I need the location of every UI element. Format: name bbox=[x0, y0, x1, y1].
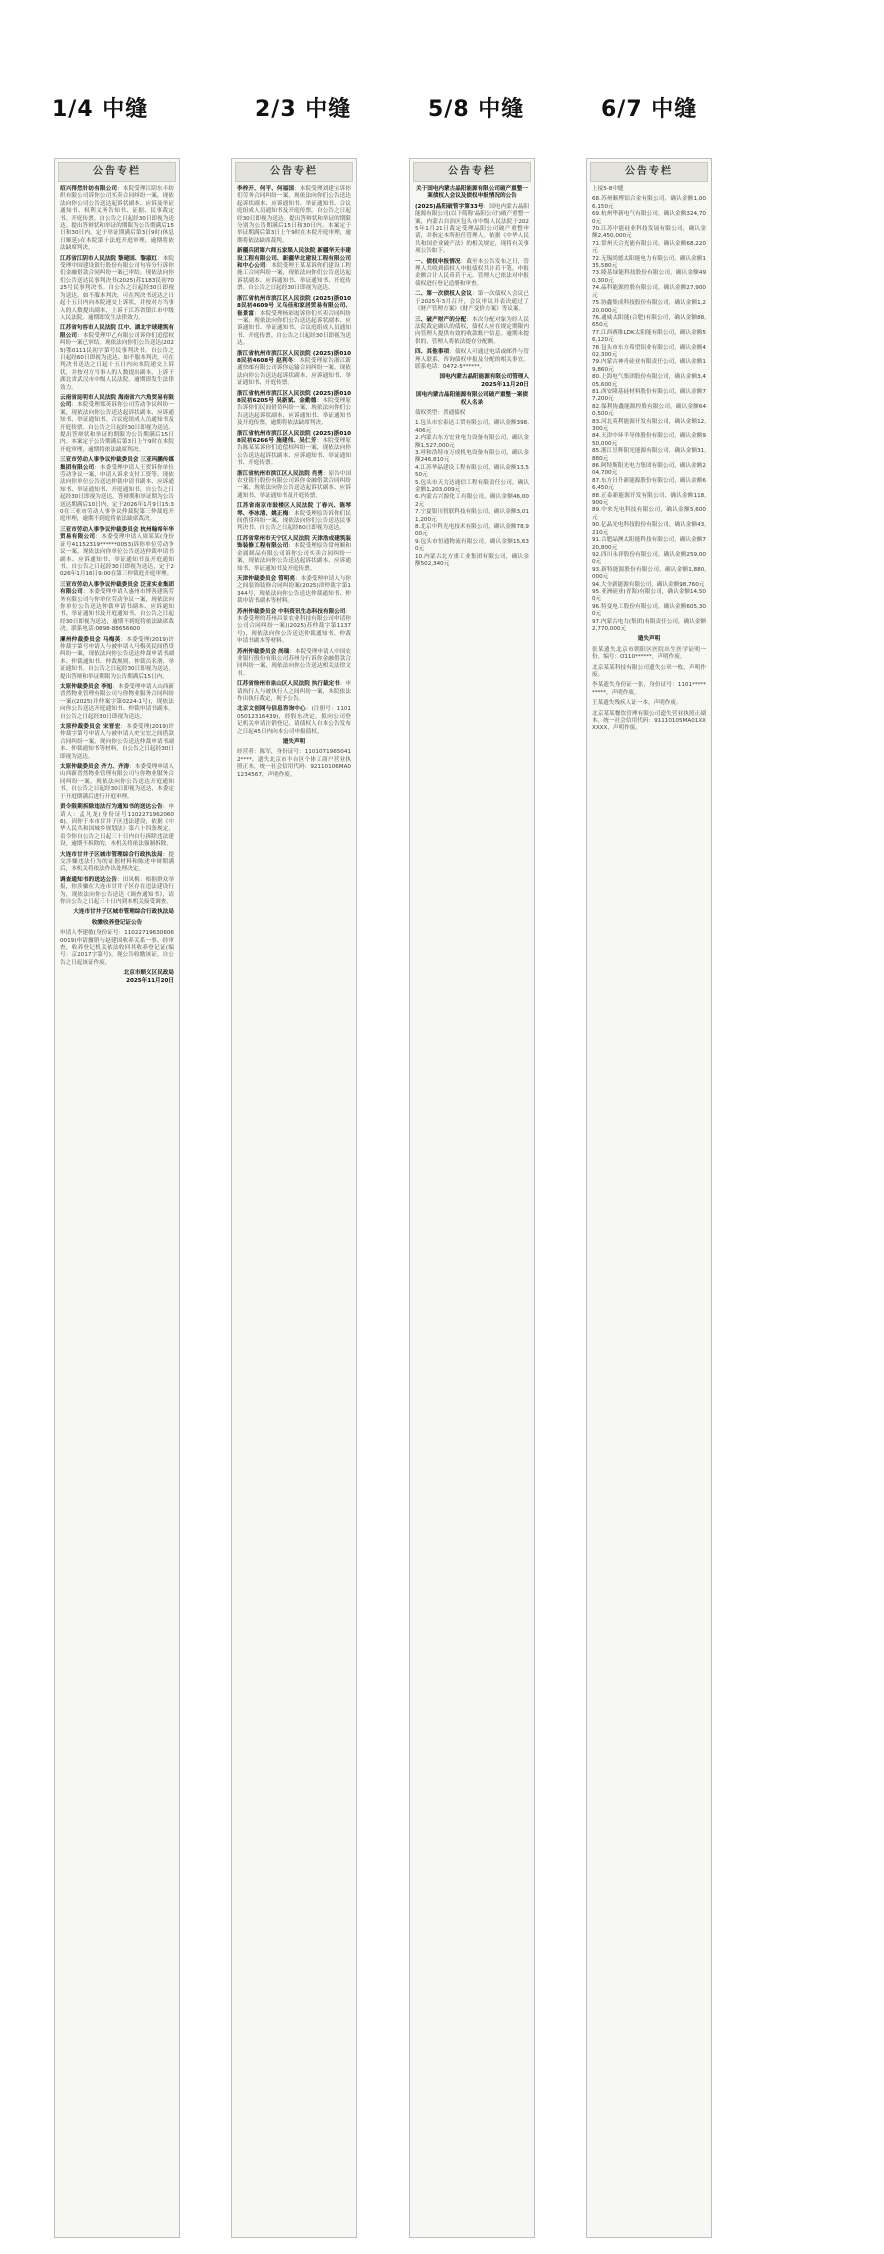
notice-item bbox=[60, 527, 174, 579]
notice-text: ：本院受理中国建设银行股份有限公司句容分行诉你们金融借款合同纠纷一案已审结。现依法向你们公告送达民事判决书(2025)苏1183民初7025号民事判决书。自公告之日起经30日即视为送达。如不服本判决，可在判决书送达之日起十五日内向本院递交上诉状，并按对方当事人的人数提出副本，上诉于江苏省镇江市中级人民法院。逾期即发生法律效力。 bbox=[60, 255, 174, 321]
notice-item bbox=[60, 395, 174, 454]
list-item: 69.杭州华新电气有限公司，确认金额324,700元 bbox=[592, 211, 706, 225]
notice-text: ：本院受理江阴东丰纺织有限公司诉你公司买卖合同纠纷一案，现依法向你公司公告送达起诉状副本、应诉及举证通知书、权利义务告知书、证据、民事裁定书、开庭传票。自公告之日起经30日即视为送达。提出答辩状和举证的期限为公告期满后15日和30日内。定于举证期满后第3日9时(休息日顺延)在本院第十法庭开庭审理，逾期将依法缺席判决。 bbox=[60, 186, 174, 252]
notice-heading: 新疆兵团第六师五家渠人民法院 新疆华天丰建设工程有限公司、新疆华北建设工程有限公司和中心公司 bbox=[237, 248, 351, 270]
list-item: 89.中来光电科技有限公司，确认金额5,600元 bbox=[592, 507, 706, 521]
notice-heading: 浙江省杭州市滨江区人民法院 (2025)浙0108民初6266号 施建伟、吴仁芳 bbox=[237, 430, 351, 444]
notice-item bbox=[237, 536, 351, 573]
notice-item bbox=[60, 186, 174, 253]
notice-text: ：债权人可通过电话或邮件与管理人联系，咨询债权申报及分配的相关事宜。联系电话：0472-5******。 bbox=[415, 349, 529, 370]
notice-item bbox=[237, 248, 351, 292]
notice-text: ：国电内蒙古晶阳能源有限公司(以下简称'晶阳公司')破产重整一案，内蒙古自治区包头市中级人民法院于2025年1月21日裁定受理晶阳公司破产重整申请，并指定本所担任管理人。依据《中华人民共和国企业破产法》的相关规定，现将有关事项公告如下。 bbox=[415, 203, 529, 255]
list-item: 77.江西赛维LDK太阳能有限公司，确认金额56,120元 bbox=[592, 329, 706, 344]
notice-header: 上接5-8中缝 bbox=[592, 186, 624, 192]
notice-text: ：本院受理原告陈某某诉你们追偿权纠纷一案，现依法向你公告送达起诉状副本、应诉通知书、举证通知书、开庭传票。 bbox=[237, 438, 351, 467]
notice-item bbox=[415, 317, 529, 347]
notice-item bbox=[237, 576, 351, 606]
notice-item bbox=[60, 852, 174, 874]
date: 2025年11月20日 bbox=[481, 381, 529, 388]
list-item: 3.呼和浩特市万成机电设备有限公司，确认金额246,810元 bbox=[415, 450, 529, 464]
notice-item bbox=[237, 706, 351, 736]
list-item: 71.常州天合光能有限公司，确认金额68,220元 bbox=[592, 240, 706, 255]
notice-text: ：提交涉嫌违法行为的证据材料和陈述申辩期满后，本机关将依法作出处理决定。 bbox=[60, 851, 174, 873]
notice-text: 王某遗失残疾人证一本，声明作废。 bbox=[592, 700, 682, 707]
column-heading-1: 1/4 中缝 bbox=[52, 97, 149, 122]
notice-text: ：本委受理(2019)许仲裁字第号申请人与被申请人马梅英民间借贷纠纷一案，现依法向你公告送达仲裁申请书副本、仲裁通知书、仲裁规则、仲裁员名册、举证通知书。自公告之日起经30日即视为送达，提出答辩和举证期限为公告期满后15日内。 bbox=[60, 636, 174, 680]
notice-item bbox=[237, 391, 351, 428]
notice-text: 申请人李建敏(身份证号：110227196306060019)申请撤销与赵建国收养关系一事，经审查，收养登记机关依法收回其收养登记证(编号：京2017字第号)，现公告收缴该证，自公告之日起该证作废。 bbox=[60, 930, 174, 966]
notice-heading: 四、其他事项 bbox=[415, 349, 450, 356]
list-item: 9.包头市恒通物流有限公司，确认金额15,630元 bbox=[415, 538, 529, 553]
notice-heading: 浙江省杭州市滨江区人民法院 肖勇 bbox=[237, 470, 323, 477]
notice-heading: 浙江省杭州市滨江区人民法院 (2025)浙0108民初4609号 义乌佳和家居贸易有限公司、崔景富 bbox=[237, 295, 351, 317]
notice-text: ：田凤梅：根据群众举报，你涉嫌在大连市甘井子区存在违法建设行为，现依法向你公告送达《调查通知书》，请你自公告之日起三十日内到本机关接受调查。 bbox=[60, 876, 174, 905]
notice-item bbox=[237, 471, 351, 501]
list-item: 85.浙江昱辉阳光能源有限公司，确认金额31,880元 bbox=[592, 448, 706, 462]
notice-item bbox=[237, 649, 351, 679]
notice-item bbox=[60, 256, 174, 323]
notice-strip-2 bbox=[231, 158, 357, 2238]
list-item: 93.新特能源股份有限公司，确认金额1,880,000元 bbox=[592, 566, 706, 581]
list-item: 86.阿特斯阳光电力集团有限公司，确认金额204,700元 bbox=[592, 463, 706, 477]
strip-title: 公告专栏 bbox=[590, 162, 708, 182]
notice-text: ：原告中国农业银行股份有限公司诉你金融借款合同纠纷一案，现依法向你公告送达起诉状副本、应诉通知书、举证通知书及开庭传票。 bbox=[237, 470, 351, 499]
list-item: 97.内蒙古电力(集团)有限责任公司，确认金额2,770,000元 bbox=[592, 618, 706, 632]
notice-heading: 江苏省句容市人民法院 江中、湖北宇球建筑有限公司 bbox=[60, 325, 174, 339]
list-item: 73.隆基绿能科技股份有限公司，确认金额490,300元 bbox=[592, 270, 706, 284]
notice-item bbox=[237, 503, 351, 533]
notice-item bbox=[237, 351, 351, 388]
list-item: 74.晶科能源控股有限公司，确认金额27,900元 bbox=[592, 285, 706, 299]
list-item: 92.四川永祥股份有限公司，确认金额259,000元 bbox=[592, 551, 706, 566]
list-item: 7.宁夏银川智联科技有限公司，确认金额3,011,200元 bbox=[415, 509, 529, 523]
notice-text: ：本院受理原告诉你们民间借贷纠纷一案，现依法向你们公告送达起诉状副本、应诉通知书、举证通知书及开庭传票，逾期将依法缺席判决。 bbox=[237, 397, 351, 427]
list-item: 80.上海电气集团股份有限公司，确认金额3,405,600元 bbox=[592, 374, 706, 388]
list-item: 91.合肥晶澳太阳能科技有限公司，确认金额720,800元 bbox=[592, 537, 706, 551]
strip-title: 公告专栏 bbox=[58, 162, 176, 182]
strip-body bbox=[410, 186, 534, 569]
notice-heading: 三亚市劳动人事争议仲裁委员会 三亚玛鹏传媒集团有限公司 bbox=[60, 457, 174, 471]
notice-heading: 太原仲裁委员会 宋晋宏 bbox=[60, 724, 121, 731]
notice-item bbox=[60, 684, 174, 721]
notice-text: ：本委受理的苏州昌景农业科技有限公司申请你公司合同纠纷一案((2025)苏仲裁字第1137号)，现依法向你公告送达仲裁通知书、仲裁申请书副本等材料。 bbox=[237, 608, 351, 645]
list-item: 6.内蒙古兴源化工有限公司，确认金额46,002元 bbox=[415, 494, 529, 508]
notice-text: ：本委受理申请人周某某(身份证号41152319******0053)诉你单位劳动争议一案，现依法向你单位公告送达仲裁申请书副本、应诉通知书、举证通知书及开庭通知书。自公告之日起经30日即视为送达，定于2026年1月16日9:00在第三仲裁庭开庭审理。 bbox=[60, 534, 174, 578]
notice-item bbox=[60, 804, 174, 848]
notice-heading: 太原仲裁委员会 齐力、齐涛 bbox=[60, 764, 130, 771]
list-heading: 债权类型：普通债权 bbox=[415, 409, 466, 416]
column-heading-4: 6/7 中缝 bbox=[601, 97, 698, 122]
signature: 国电内蒙古晶阳能源有限公司管理人 bbox=[439, 374, 529, 381]
notice-heading: 苏州仲裁委员会 中科资讯生态科技有限公司 bbox=[237, 608, 346, 615]
notice-heading: 江苏省常州市天宁区人民法院 天津浩成建筑装饰装修工程有限公司 bbox=[237, 535, 351, 550]
notice-item bbox=[237, 296, 351, 348]
notice-text: 经营者：陈军，身份证号：11010719650412****，遗失北京市丰台区个体工商户营业执照正本，统一社会信用代码：92110106MA01234567，声明作废。 bbox=[237, 749, 351, 778]
signature: 大连市甘井子区城市管理综合行政执法局 bbox=[73, 909, 174, 916]
notice-text: 北京某某科技有限公司遗失公章一枚，声明作废。 bbox=[592, 664, 706, 678]
notice-header: 关于国电内蒙古晶阳能源有限公司破产重整一案债权人会议及债权申报情况的公告 bbox=[416, 186, 528, 200]
notice-text: ：本院受理刘建宝诉你们劳务合同纠纷一案，现依法向你们公告送达起诉状副本、应诉通知书、举证通知书、合议庭组成人员通知书及开庭传票。自公告之日起经30日即视为送达。提出答辩状和举证的期限分别为公告期满后15日和30日内。本案定于举证期满后第3日上午9时在本院开庭审理，逾期将依法缺席裁判。 bbox=[237, 186, 351, 244]
list-item: 81.西安隆基硅材料股份有限公司，确认金额77,200元 bbox=[592, 388, 706, 403]
notice-text: ：本院受理郑英诉你公司劳动争议纠纷一案，现依法向你公告送达起诉状副本、应诉通知书、举证通知书、合议庭组成人员通知书及开庭传票。自公告之日起经30日即视为送达。提出答辩状和举证的期限为公告期满后15日内。本案定于公告期满后第3日上午9时在本院开庭审理，逾期将依法缺席判决。 bbox=[60, 402, 174, 453]
notice-heading: 江苏省江阴市人民法院 黎建国、黎淑红 bbox=[60, 255, 158, 262]
notice-heading: 苏州仲裁委员会 尚瑞 bbox=[237, 648, 290, 655]
notice-heading: 江苏省徐州市泉山区人民法院 执行裁定书 bbox=[237, 681, 340, 688]
list-item: 96.特变电工股份有限公司，确认金额605,300元 bbox=[592, 603, 706, 618]
column-heading-2: 2/3 中缝 bbox=[255, 97, 352, 122]
list-item: 8.北京中科光电技术有限公司，确认金额78,900元 bbox=[415, 524, 529, 538]
notice-item bbox=[415, 204, 529, 256]
notice-heading: 李梓开、何平、何福国 bbox=[237, 186, 295, 192]
notice-text: ：本委受理申请人王贺诉你单位劳动争议一案，申请人诉求支付工资等。现依法向你单位公告送达仲裁申请书副本、应诉通知书、举证通知书、开庭通知书。自公告之日起经30日即视为送达，答辩期和举证期为公告送达期满后10日内，定于2026年1月9日15:30在三亚市劳动人事争议仲裁院第三仲裁庭开庭审理，逾期不到庭将依法缺席裁决。 bbox=[60, 464, 174, 523]
notice-heading: 太原仲裁委员会 李旭 bbox=[60, 684, 113, 690]
list-item: 5.包头市天力达通信工程有限责任公司，确认金额1,203,009元 bbox=[415, 479, 529, 494]
list-item: 83.河北英利能源开发有限公司，确认金额12,300元 bbox=[592, 418, 706, 432]
notice-heading: 北京文创网与信息咨询中心 bbox=[237, 706, 306, 713]
notice-text: ：本次分配对象为经人民法院裁定确认的债权，债权人应在规定期限内向管理人提供有效的收款账户信息。逾期未提供的，管理人将依法提存分配额。 bbox=[415, 316, 529, 345]
notice-heading: 二、第一次债权人会议 bbox=[415, 291, 473, 298]
notice-text: 李某遗失身份证一张，身份证号：1101**********，声明作废。 bbox=[592, 682, 706, 696]
notice-text: ：本院受理原告诉你们民间借贷纠纷一案，现依法向你们公告送达民事判决书。自公告之日起经60日即视为送达。 bbox=[237, 510, 351, 532]
notice-heading: 浙江省杭州市滨江区人民法院 (2025)浙0108民初4608号 赵利冬 bbox=[237, 350, 351, 364]
list-item: 79.内蒙古神舟硅业有限责任公司，确认金额19,860元 bbox=[592, 359, 706, 373]
list-item: 72.无锡尚德太阳能电力有限公司，确认金额135,580元 bbox=[592, 255, 706, 270]
notice-text: ：截至本公告发布之日，管理人共收到债权人申报债权共计若干笔，申报金额合计人民币若干元。管理人已依法对申报债权进行登记造册和审查。 bbox=[415, 258, 529, 287]
notice-heading: 绍兴得然针纺有限公司 bbox=[60, 186, 118, 192]
notice-strip-1 bbox=[54, 158, 180, 2238]
list-item: 1.包头市宏泰达工贸有限公司，确认金额398,406元 bbox=[415, 420, 529, 434]
date: 2025年11月20日 bbox=[126, 977, 174, 984]
notice-heading: 三亚市劳动人事争议仲裁委员会 泛亚实业集团有限公司 bbox=[60, 581, 174, 596]
list-item: 82.保利协鑫能源控股有限公司，确认金额640,500元 bbox=[592, 403, 706, 418]
strip-body bbox=[587, 186, 711, 733]
notice-strip-4 bbox=[586, 158, 712, 2238]
notice-text: ：申请执行人与被执行人之间纠纷一案，本院依法作出执行裁定，现予公告。 bbox=[237, 681, 351, 702]
notice-text: ：第一次债权人会议已于2025年3月召开，会议审议并表决通过了《财产管理方案》《财产变价方案》等议案。 bbox=[415, 291, 529, 313]
notice-item bbox=[60, 325, 174, 392]
list-item: 75.协鑫集成科技股份有限公司，确认金额1,220,000元 bbox=[592, 300, 706, 314]
list-item: 94.大全新能源有限公司，确认金额98,760元 bbox=[592, 581, 705, 588]
list-item: 84.天津中环半导体股份有限公司，确认金额950,000元 bbox=[592, 433, 706, 447]
notice-text: ：本委受理申请人惠州市博善建筑劳务有限公司与你单位劳动争议一案，现依法向你单位公告送达仲裁申请书副本、应诉通知书、举证通知书及开庭通知书。自公告之日起经30日即视为送达，逾期不到庭将依法缺席裁决。联系电话:0898-88656600 bbox=[60, 589, 174, 633]
list-item: 76.通威太阳能(合肥)有限公司，确认金额88,650元 bbox=[592, 314, 706, 329]
list-title: 国电内蒙古晶阳能源有限公司破产重整一案债权人名录 bbox=[416, 392, 528, 406]
notice-text: ：本委受理申请人山西新晋然物业管理有限公司与你物业服务合同纠纷一案((2025)并仲案字第0224-1号)，现依法向你公告送达开庭通知书、仲裁申请书副本。自公告之日起经30日即视为送达。 bbox=[60, 684, 174, 720]
list-item: 88.正泰新能源开发有限公司，确认金额118,900元 bbox=[592, 492, 706, 507]
notice-title: 遗失声明 bbox=[282, 739, 306, 746]
notice-text: ：本委受理(2019)许仲裁字第号申请人与被申请人史宝宏之间借款合同纠纷一案，现向你公告送达仲裁申请书副本、仲裁通知书等材料，自公告之日起经30日即视为送达。 bbox=[60, 724, 174, 760]
list-item: 10.内蒙古北方重工业集团有限公司，确认金额502,340元 bbox=[415, 553, 529, 568]
notice-item bbox=[415, 291, 529, 313]
notice-title: 遗失声明 bbox=[637, 636, 661, 643]
notice-text: 张某遗失北京市朝阳区医院出生医学证明一份，编号：O110******，声明作废。 bbox=[592, 646, 706, 661]
list-item: 4.江苏华晶建设工程有限公司，确认金额13,550元 bbox=[415, 464, 529, 479]
notice-item bbox=[415, 259, 529, 289]
notice-item bbox=[237, 681, 351, 703]
strip-title: 公告专栏 bbox=[235, 162, 353, 182]
list-item: 78.包头市东方希望铝业有限公司，确认金额402,300元 bbox=[592, 344, 706, 358]
strip-body bbox=[55, 186, 179, 985]
notice-text: ：本院受理原告浙江新通快邮有限公司诉你运输合同纠纷一案，现依法向你公告送达起诉状副本、应诉通知书、举证通知书、开庭传票。 bbox=[237, 357, 351, 387]
list-item: 90.亿晶光电科技股份有限公司，确认金额43,210元 bbox=[592, 522, 706, 536]
notice-heading: 调查通知书的送达公告 bbox=[60, 876, 118, 883]
notice-text: ：本院受理原告常州顺和金属制品有限公司诉你公司买卖合同纠纷一案，现依法向你公告送达起诉状副本、应诉通知书、举证通知书及开庭传票。 bbox=[237, 543, 351, 572]
notice-heading: 天津仲裁委员会 管明亮 bbox=[237, 575, 295, 582]
strip-body bbox=[232, 186, 356, 779]
notice-text: ：(注册号：110105012316439)，经股东决定，拟向公司登记机关申请注销登记，请债权人自本公告发布之日起45日内向本公司申报债权。 bbox=[237, 706, 351, 735]
list-item: 95.亚洲硅业(青海)有限公司，确认金额14,500元 bbox=[592, 588, 706, 603]
notice-text: ：本院受理杨彩霞诉你们买卖合同纠纷一案，现依法向你们公告送达起诉状副本、应诉通知书、举证通知书、合议庭组成人员通知书、开庭传票。自公告之日起经30日即视为送达。 bbox=[237, 310, 351, 347]
notice-item bbox=[60, 724, 174, 761]
list-item: 2.内蒙古东方宏业电力设备有限公司，确认金额1,527,000元 bbox=[415, 435, 529, 449]
list-item: 68.苏州顺博铝合金有限公司，确认金额1,006,150元 bbox=[592, 196, 706, 210]
notice-heading: 漯州仲裁委员会 马梅英 bbox=[60, 636, 121, 643]
notice-heading: 江苏省南京市鼓楼区人民法院 丁春兴、陈琴琴、李冰清、姚正梅 bbox=[237, 503, 351, 517]
notice-text: ：本委受理申请人与你之间装饰装修合同纠纷案(2025)津仲裁字第1344号，现依法向你公告送达仲裁通知书、仲裁申请书副本等材料。 bbox=[237, 575, 351, 605]
notice-strip-3 bbox=[409, 158, 535, 2238]
notice-item bbox=[237, 431, 351, 468]
notice-text: ：本院受理申请人中国农业银行股份有限公司苏州分行诉你金融借款合同纠纷一案，现依法向你公告送达相关法律文书。 bbox=[237, 648, 351, 677]
notice-heading: 云南省昆明市人民法院 海南省六六角贸易有限公司 bbox=[60, 394, 174, 409]
notice-item bbox=[415, 349, 529, 371]
strip-title: 公告专栏 bbox=[413, 162, 531, 182]
notice-text: 北京某某餐饮管理有限公司遗失营业执照正副本，统一社会信用代码：91110105MA01XXXXXX，声明作废。 bbox=[592, 710, 706, 732]
list-item: 87.东方日升新能源股份有限公司，确认金额66,450元 bbox=[592, 477, 706, 492]
notice-item bbox=[237, 609, 351, 646]
notice-heading: (2025)晶阳破管字第33号 bbox=[415, 203, 484, 210]
notice-heading: 一、债权申报情况 bbox=[415, 258, 461, 265]
notice-item bbox=[237, 186, 351, 245]
notice-heading: 浙江省杭州市滨江区人民法院 (2025)浙0108民初6205号 吴新斌、金勤德 bbox=[237, 390, 351, 404]
notice-heading: 三、破产财产的分配 bbox=[415, 316, 467, 323]
notice-heading: 三亚市劳动人事争议仲裁委员会 杭州翰希年华贸易有限公司 bbox=[60, 526, 174, 541]
notice-item bbox=[60, 764, 174, 801]
column-heading-3: 5/8 中缝 bbox=[428, 97, 525, 122]
notice-title: 收缴收养登记证公告 bbox=[91, 919, 143, 926]
notice-item bbox=[60, 877, 174, 907]
list-item: 70.江苏中能硅业科技发展有限公司，确认金额2,450,000元 bbox=[592, 226, 706, 240]
notice-heading: 责令限期拆除违法行为通知书的送达公告 bbox=[60, 804, 163, 811]
notice-item bbox=[60, 637, 174, 681]
signature: 北京市顺义区民政局 bbox=[123, 970, 174, 977]
notice-item bbox=[60, 582, 174, 634]
notice-text: ：本院受理王某某诉你们建设工程施工合同纠纷一案，现依法向你们公告送达起诉状副本、应诉通知书、举证通知书、开庭传票。自公告之日起经30日即视为送达。 bbox=[237, 263, 351, 292]
notice-item bbox=[60, 457, 174, 524]
notice-text: ：申请人：孟凡龙(身份证号11022719620606)，因你于本市甘井子区违法建设，依据《中华人民共和国城乡规划法》第六十四条规定，责令你自公告之日起三十日内自行拆除违法建设。逾期不拆除的，本机关将依法强制拆除。 bbox=[60, 804, 174, 848]
notice-text: ：本委受理申请人山西新晋然物业管理有限公司与你物业服务合同纠纷一案，现依法向你公告送达开庭通知书。自公告之日起经30日即视为送达，本委定于开庭期满后进行开庭审理。 bbox=[60, 764, 174, 800]
notice-text: ：本院受理甲乙有限公司诉你们追偿权纠纷一案已审结。现依法向你们公告送达(2025)鄂0111民初字第号民事判决书。自公告之日起经60日即视为送达。如不服本判决，可在判决书送达之日起十五日内向本院递交上诉状，并按对方当事人的人数提出副本，上诉于湖北省武汉市中级人民法院。逾期即发生法律效力。 bbox=[60, 332, 174, 391]
notice-heading: 大连市甘井子区城市管理综合行政执法局 bbox=[60, 851, 163, 858]
